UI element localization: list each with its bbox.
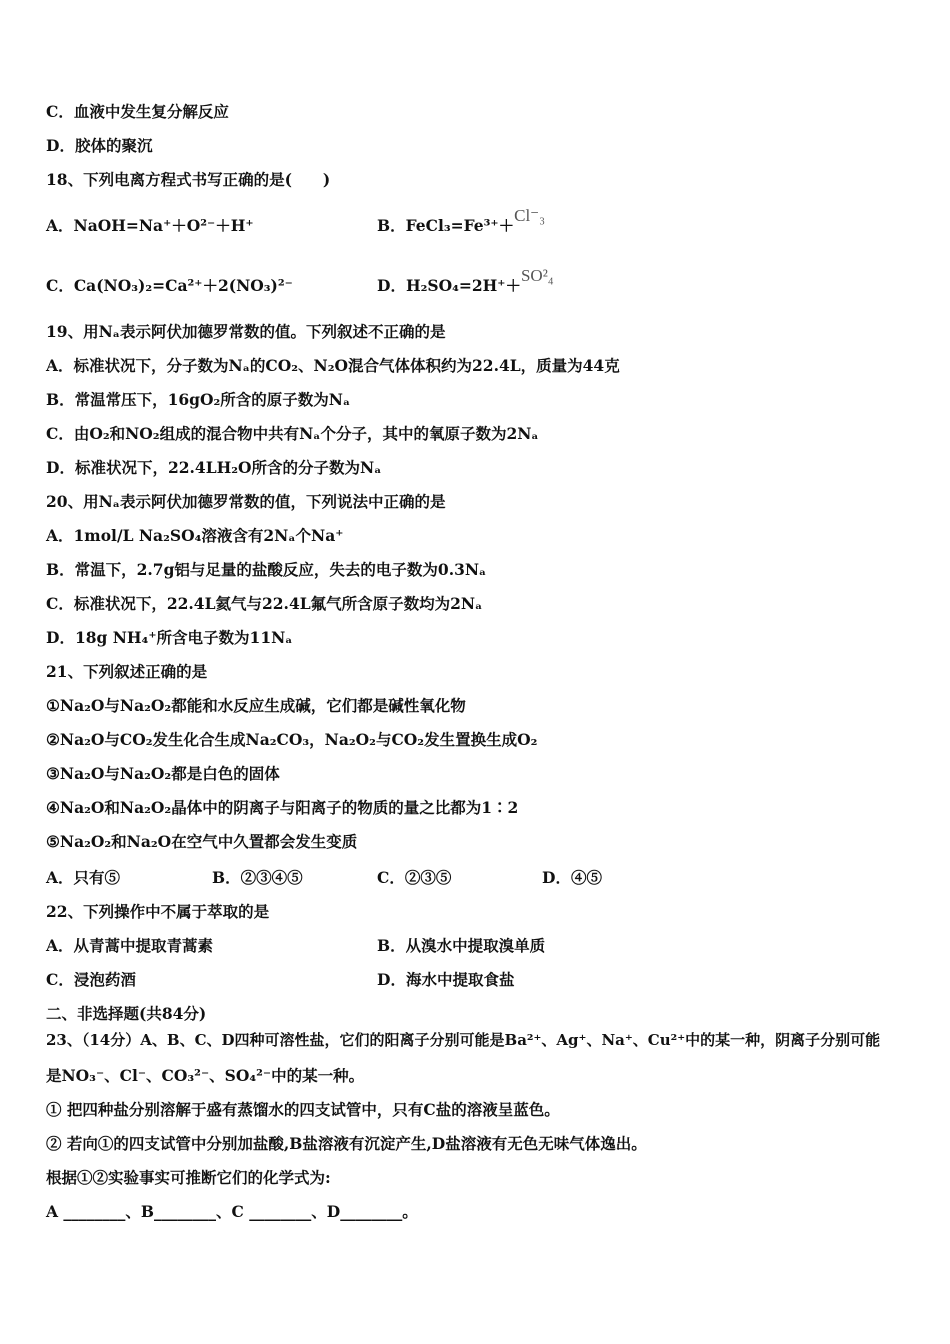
q21-statement-2: ②Na₂O与CO₂发生化合生成Na₂CO₃，Na₂O₂与CO₂发生置换生成O₂: [46, 730, 538, 749]
sulfate-ion-formula: SO²₄: [520, 266, 554, 285]
q23-stem-line1: 23、（14分）A、B、C、D四种可溶性盐，它们的阳离子分别可能是Ba²⁺、Ag⁺、Na⁺、Cu²⁺中的某一种，阴离子分别可能: [46, 1031, 881, 1049]
q18-stem: 18、下列电离方程式书写正确的是( ): [46, 170, 331, 189]
q22-stem: 22、下列操作中不属于萃取的是: [46, 902, 270, 921]
q20-option-a: A．1mol/L Na₂SO₄溶液含有2Nₐ个Na⁺: [46, 526, 344, 545]
q22-option-d: D．海水中提取食盐: [377, 970, 515, 989]
q22-option-c: C．浸泡药酒: [46, 970, 136, 989]
q18-option-a: A．NaOH=Na⁺＋O²⁻＋H⁺: [46, 216, 254, 235]
q20-option-b: B．常温下，2.7g铝与足量的盐酸反应，失去的电子数为0.3Nₐ: [46, 560, 487, 579]
q23-stem-line2: 是NO₃⁻、Cl⁻、CO₃²⁻、SO₄²⁻中的某一种。: [46, 1066, 365, 1085]
q21-option-b: B．②③④⑤: [212, 868, 303, 887]
q20-option-c: C．标准状况下，22.4L氦气与22.4L氟气所含原子数均为2Nₐ: [46, 594, 483, 613]
q19-option-a: A．标准状况下，分子数为Nₐ的CO₂、N₂O混合气体体积约为22.4L，质量为44克: [46, 356, 620, 375]
q23-answer-blanks: A ________、B________、C ________、D________。: [46, 1202, 418, 1221]
q23-step-1: ① 把四种盐分别溶解于盛有蒸馏水的四支试管中，只有C盐的溶液呈蓝色。: [46, 1100, 560, 1119]
q21-statement-1: ①Na₂O与Na₂O₂都能和水反应生成碱，它们都是碱性氧化物: [46, 696, 466, 715]
q21-stem: 21、下列叙述正确的是: [46, 662, 208, 681]
q22-option-a: A．从青蒿中提取青蒿素: [46, 936, 214, 955]
q20-option-d: D．18g NH₄⁺所含电子数为11Nₐ: [46, 628, 293, 647]
q17-option-d: D．胶体的聚沉: [46, 136, 153, 155]
q18-option-d-text: D．H₂SO₄=2H⁺＋: [377, 276, 521, 295]
q19-stem: 19、用Nₐ表示阿伏加德罗常数的值。下列叙述不正确的是: [46, 322, 446, 341]
q19-option-b: B．常温常压下，16gO₂所含的原子数为Nₐ: [46, 390, 351, 409]
q21-option-c: C．②③⑤: [377, 868, 452, 887]
q18-option-c: C．Ca(NO₃)₂=Ca²⁺＋2(NO₃)²⁻: [46, 276, 293, 295]
section-heading: 二、非选择题(共84分): [46, 1004, 207, 1023]
q17-option-c: C．血液中发生复分解反应: [46, 102, 229, 121]
q18-option-d: [377, 266, 554, 296]
q22-option-b: B．从溴水中提取溴单质: [377, 936, 546, 955]
q23-step-2: ② 若向①的四支试管中分别加盐酸,B盐溶液有沉淀产生,D盐溶液有无色无味气体逸出。: [46, 1134, 647, 1153]
q21-statement-4: ④Na₂O和Na₂O₂晶体中的阴离子与阳离子的物质的量之比都为1∶2: [46, 798, 519, 817]
q18-option-b-text: B．FeCl₃=Fe³⁺＋: [377, 216, 515, 235]
q19-option-c: C．由O₂和NO₂组成的混合物中共有Nₐ个分子，其中的氧原子数为2Nₐ: [46, 424, 539, 443]
q23-conclusion: 根据①②实验事实可推断它们的化学式为:: [46, 1168, 331, 1187]
q21-option-a: A．只有⑤: [46, 868, 121, 887]
q19-option-d: D．标准状况下，22.4LH₂O所含的分子数为Nₐ: [46, 458, 382, 477]
q21-statement-3: ③Na₂O与Na₂O₂都是白色的固体: [46, 764, 280, 783]
q20-stem: 20、用Nₐ表示阿伏加德罗常数的值，下列说法中正确的是: [46, 492, 446, 511]
chloride-ion-formula: Cl⁻₃: [514, 206, 546, 225]
q18-option-b: [377, 206, 546, 236]
q21-statement-5: ⑤Na₂O₂和Na₂O在空气中久置都会发生变质: [46, 832, 358, 851]
q21-option-d: D．④⑤: [542, 868, 602, 887]
